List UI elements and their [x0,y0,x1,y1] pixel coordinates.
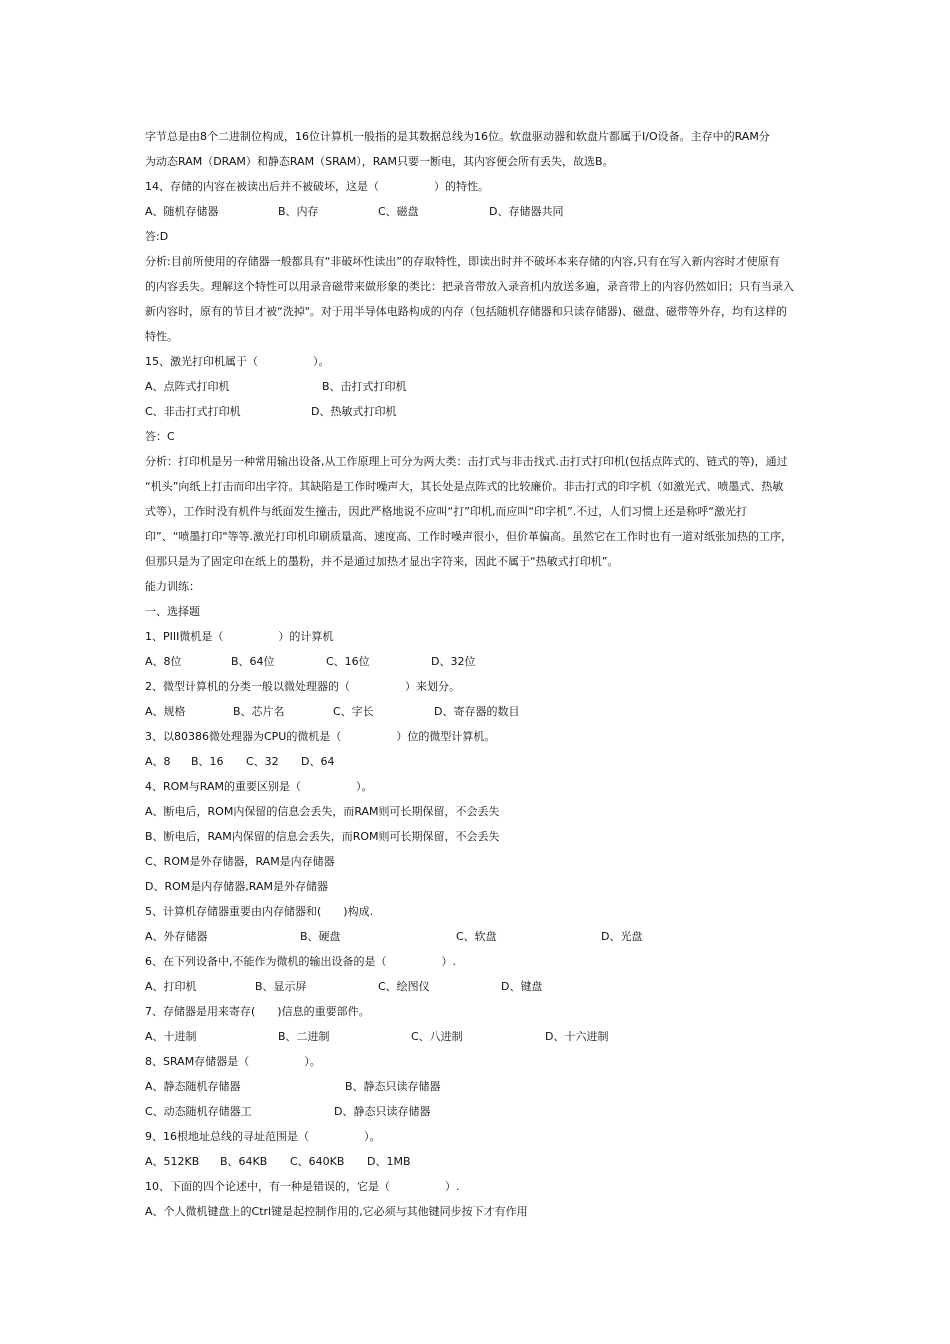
option-d: D、键盘 [501,980,543,993]
option-b: B、16 [191,755,224,768]
option-a: A、个人微机键盘上的Ctrl键是起控制作用的,它必须与其他键同步按下才有作用 [145,1205,528,1218]
option-c: C、32 [246,755,279,768]
analysis-line: 分析:目前所使用的存储器一般都具有“非破坏性读出”的存取特性，即读出时并不破坏本来存储的内容,只有在写入新内容时才使原有 [145,255,780,268]
question-2: 2、微型计算机的分类一般以微处理器的（ ）来划分。 [145,680,460,693]
analysis-line: “机头”向纸上打击而印出字符。其缺陷是工作时噪声大，其长处是点阵式的比较廉价。非击打式的印字机（如激光式、喷墨式、热敏 [145,480,784,493]
analysis-line: 新内容时，原有的节目才被“洗掉"。对于用半导体电路构成的内存（包括随机存储器和只读存储器)、磁盘、磁带等外存，均有这样的 [145,305,788,318]
option-a: A、512KB [145,1155,200,1168]
option-d: D、寄存器的数目 [434,705,520,718]
option-c: C、八进制 [411,1030,463,1043]
option-b: B、断电后，RAM内保留的信息会丢失，而ROM则可长期保留，不会丢失 [145,830,500,843]
option-a: A、8 [145,755,171,768]
option-d: D、静态只读存储器 [334,1105,431,1118]
option-b: B、击打式打印机 [322,380,407,393]
answer: 答:D [145,230,169,243]
question-15: 15、激光打印机属于（ ）。 [145,355,330,368]
analysis-line: 的内容丢失。理解这个特性可以用录音磁带来做形象的类比：把录音带放入录音机内放送多遍，录音带上的内容仍然如旧；只有当录入 [145,280,794,293]
question-4: 4、ROM与RAM的重要区别是（ ）。 [145,780,373,793]
option-c: C、磁盘 [378,205,419,218]
option-b: B、二进制 [278,1030,330,1043]
option-d: D、存储器共同 [489,205,564,218]
option-c: C、非击打式打印机 [145,405,241,418]
option-d: D、ROM是内存储器,RAM是外存储器 [145,880,328,893]
option-c: C、绘图仪 [378,980,430,993]
option-a: A、点阵式打印机 [145,380,230,393]
option-b: B、64KB [220,1155,268,1168]
option-c: C、16位 [326,655,370,668]
option-b: B、静态只读存储器 [345,1080,441,1093]
option-b: B、64位 [231,655,275,668]
question-8: 8、SRAM存储器是（ ）。 [145,1055,321,1068]
option-d: D、热敏式打印机 [311,405,397,418]
option-d: D、光盘 [601,930,643,943]
section-heading: 能力训练： [145,580,200,593]
answer: 答：C [145,430,175,443]
option-d: D、1MB [367,1155,411,1168]
text-line: 字节总是由8个二进制位构成，16位计算机一般指的是其数据总线为16位。软盘驱动器和软盘片都属于I/O设备。主存中的RAM分 [145,130,770,143]
option-a: A、静态随机存储器 [145,1080,241,1093]
option-c: C、动态随机存储器工 [145,1105,252,1118]
question-7: 7、存储器是用来寄存( )信息的重要部件。 [145,1005,370,1018]
option-d: D、64 [301,755,335,768]
option-c: C、软盘 [456,930,497,943]
option-a: A、十进制 [145,1030,197,1043]
question-10: 10、下面的四个论述中，有一种是错误的，它是（ ）. [145,1180,460,1193]
option-a: A、外存储器 [145,930,208,943]
analysis-line: 但那只是为了固定印在纸上的墨粉，并不是通过加热才显出字符来，因此不属于“热敏式打印机”。 [145,555,619,568]
option-c: C、字长 [333,705,374,718]
option-b: B、硬盘 [300,930,341,943]
option-d: D、十六进制 [545,1030,609,1043]
option-a: A、规格 [145,705,186,718]
analysis-line: 特性。 [145,330,178,343]
option-b: B、显示屏 [255,980,307,993]
text-line: 为动态RAM（DRAM）和静态RAM（SRAM），RAM只要一断电，其内容便会所有丢失，故选B。 [145,155,614,168]
question-3: 3、以80386微处理器为CPU的微机是（ ）位的微型计算机。 [145,730,496,743]
question-5: 5、计算机存储器重要由内存储器和( )构成. [145,905,374,918]
option-a: A、8位 [145,655,182,668]
option-b: B、芯片名 [233,705,285,718]
option-d: D、32位 [431,655,476,668]
option-a: A、断电后，ROM内保留的信息会丢失，而RAM则可长期保留，不会丢失 [145,805,500,818]
analysis-line: 式等），工作时没有机件与纸面发生撞击，因此严格地说不应叫“打”印机,而应叫“印字机”.不过，人们习惯上还是称呼“激光打 [145,505,747,518]
option-c: C、ROM是外存储器，RAM是内存储器 [145,855,335,868]
analysis-line: 印”、“喷墨打印"等等.激光打印机印刷质量高、速度高、工作时噪声很小，但价革偏高。虽然它在工作时也有一道对纸张加热的工序， [145,530,792,543]
section-subheading: 一、选择题 [145,605,200,618]
option-b: B、内存 [278,205,319,218]
question-1: 1、PIII微机是（ ）的计算机 [145,630,334,643]
question-6: 6、在下列设备中,不能作为微机的输出设备的是（ ）. [145,955,456,968]
option-a: A、随机存储器 [145,205,219,218]
option-c: C、640KB [290,1155,345,1168]
option-a: A、打印机 [145,980,197,993]
question-9: 9、16根地址总线的寻址范围是（ ）。 [145,1130,381,1143]
analysis-line: 分析：打印机是另一种常用输出设备,从工作原理上可分为两大类：击打式与非击找式.击打式打印机(包括点阵式的、链式的等)，通过 [145,455,788,468]
question-14: 14、存储的内容在被读出后并不被破坏，这是（ ）的特性。 [145,180,489,193]
